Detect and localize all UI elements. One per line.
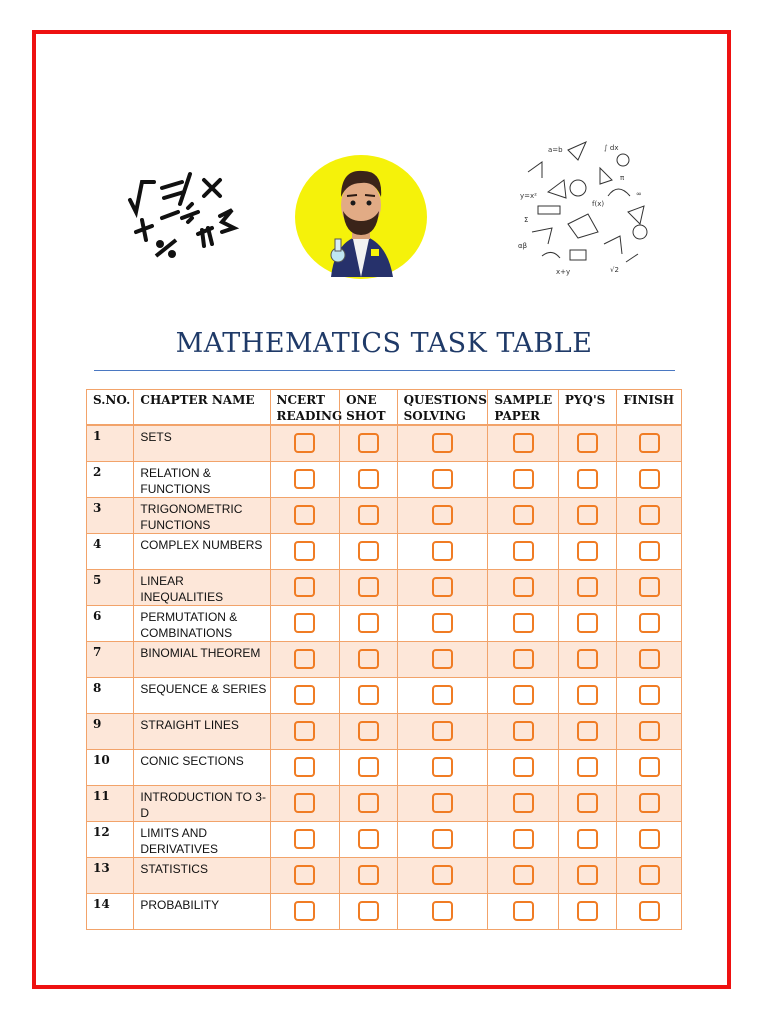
svg-text:f(x): f(x) [592, 200, 605, 208]
questions-solving-checkbox[interactable] [432, 901, 453, 921]
chapter-name: STATISTICS [134, 858, 270, 894]
ncert-reading-cell [270, 606, 340, 642]
sample-paper-cell [488, 642, 559, 678]
finish-cell [617, 714, 682, 750]
one-shot-checkbox[interactable] [358, 865, 379, 885]
ncert-reading-checkbox[interactable] [294, 505, 315, 525]
sample-paper-checkbox[interactable] [513, 793, 534, 813]
svg-text:a=b: a=b [548, 146, 563, 154]
sample-paper-checkbox[interactable] [513, 901, 534, 921]
pyqs-checkbox[interactable] [577, 901, 598, 921]
ncert-reading-cell [270, 642, 340, 678]
ncert-reading-cell [270, 750, 340, 786]
task-table-body [87, 425, 682, 930]
pyqs-checkbox[interactable] [577, 577, 598, 597]
chapter-name: SEQUENCE & SERIES [134, 678, 270, 714]
column-header: QUESTIONS SOLVING [397, 390, 488, 426]
pyqs-checkbox[interactable] [577, 757, 598, 777]
column-header: ONE SHOT [340, 390, 397, 426]
pyqs-checkbox[interactable] [577, 505, 598, 525]
serial-number: 12 [87, 822, 134, 858]
pyqs-checkbox[interactable] [577, 829, 598, 849]
finish-cell [617, 462, 682, 498]
serial-number: 2 [87, 462, 134, 498]
chapter-name: STRAIGHT LINES [134, 714, 270, 750]
sample-paper-checkbox[interactable] [513, 721, 534, 741]
table-row [87, 425, 682, 462]
chapter-name: INTRODUCTION TO 3-D [134, 786, 270, 822]
sample-paper-checkbox[interactable] [513, 505, 534, 525]
finish-checkbox[interactable] [639, 649, 660, 669]
table-row [87, 498, 682, 534]
sample-paper-cell [488, 858, 559, 894]
questions-solving-checkbox[interactable] [432, 649, 453, 669]
questions-solving-checkbox[interactable] [432, 577, 453, 597]
chapter-name: LIMITS AND DERIVATIVES [134, 822, 270, 858]
questions-solving-checkbox[interactable] [432, 757, 453, 777]
one-shot-checkbox[interactable] [358, 757, 379, 777]
ncert-reading-checkbox[interactable] [294, 685, 315, 705]
sample-paper-checkbox[interactable] [513, 433, 534, 453]
ncert-reading-checkbox[interactable] [294, 613, 315, 633]
column-header: PYQ'S [558, 390, 616, 426]
one-shot-cell [340, 858, 397, 894]
one-shot-cell [340, 606, 397, 642]
one-shot-cell [340, 462, 397, 498]
sample-paper-cell [488, 894, 559, 930]
questions-solving-cell [397, 534, 488, 570]
sample-paper-checkbox[interactable] [513, 685, 534, 705]
svg-text:√2: √2 [610, 266, 619, 274]
column-header: SAMPLE PAPER [488, 390, 559, 426]
questions-solving-checkbox[interactable] [432, 685, 453, 705]
ncert-reading-cell [270, 462, 340, 498]
ncert-reading-checkbox[interactable] [294, 433, 315, 453]
one-shot-cell [340, 750, 397, 786]
finish-cell [617, 534, 682, 570]
one-shot-checkbox[interactable] [358, 685, 379, 705]
one-shot-cell [340, 786, 397, 822]
title-underline [94, 370, 675, 371]
serial-number: 7 [87, 642, 134, 678]
one-shot-checkbox[interactable] [358, 793, 379, 813]
questions-solving-checkbox[interactable] [432, 433, 453, 453]
sample-paper-checkbox[interactable] [513, 757, 534, 777]
finish-checkbox[interactable] [639, 829, 660, 849]
sample-paper-cell [488, 714, 559, 750]
svg-text:αβ: αβ [518, 242, 528, 250]
questions-solving-cell [397, 750, 488, 786]
pyqs-checkbox[interactable] [577, 433, 598, 453]
finish-cell [617, 425, 682, 462]
ncert-reading-cell [270, 894, 340, 930]
ncert-reading-checkbox[interactable] [294, 721, 315, 741]
table-row [87, 858, 682, 894]
questions-solving-cell [397, 606, 488, 642]
pyqs-cell [558, 642, 616, 678]
ncert-reading-checkbox[interactable] [294, 793, 315, 813]
pyqs-checkbox[interactable] [577, 865, 598, 885]
sample-paper-cell [488, 822, 559, 858]
ncert-reading-cell [270, 570, 340, 606]
ncert-reading-cell [270, 498, 340, 534]
ncert-reading-cell [270, 786, 340, 822]
pyqs-cell [558, 786, 616, 822]
ncert-reading-checkbox[interactable] [294, 469, 315, 489]
table-row [87, 786, 682, 822]
chapter-name: CONIC SECTIONS [134, 750, 270, 786]
sample-paper-cell [488, 750, 559, 786]
sample-paper-cell [488, 678, 559, 714]
one-shot-cell [340, 822, 397, 858]
ncert-reading-cell [270, 822, 340, 858]
sample-paper-checkbox[interactable] [513, 649, 534, 669]
pyqs-checkbox[interactable] [577, 721, 598, 741]
serial-number: 13 [87, 858, 134, 894]
ncert-reading-checkbox[interactable] [294, 757, 315, 777]
table-row [87, 822, 682, 858]
finish-checkbox[interactable] [639, 613, 660, 633]
table-row [87, 462, 682, 498]
column-header: S.NO. [87, 390, 134, 426]
questions-solving-cell [397, 498, 488, 534]
sample-paper-cell [488, 786, 559, 822]
one-shot-checkbox[interactable] [358, 829, 379, 849]
chapter-name: TRIGONOMETRIC FUNCTIONS [134, 498, 270, 534]
table-row [87, 894, 682, 930]
one-shot-checkbox[interactable] [358, 505, 379, 525]
one-shot-cell [340, 570, 397, 606]
math-doodles-icon [508, 132, 666, 280]
column-header: CHAPTER NAME [134, 390, 270, 426]
ncert-reading-checkbox[interactable] [294, 901, 315, 921]
finish-cell [617, 786, 682, 822]
chapter-name: PROBABILITY [134, 894, 270, 930]
finish-cell [617, 642, 682, 678]
sample-paper-cell [488, 498, 559, 534]
pyqs-cell [558, 425, 616, 462]
questions-solving-checkbox[interactable] [432, 865, 453, 885]
finish-cell [617, 858, 682, 894]
questions-solving-cell [397, 462, 488, 498]
sample-paper-checkbox[interactable] [513, 469, 534, 489]
table-row [87, 750, 682, 786]
pyqs-checkbox[interactable] [577, 469, 598, 489]
chapter-name: COMPLEX NUMBERS [134, 534, 270, 570]
ncert-reading-cell [270, 425, 340, 462]
ncert-reading-cell [270, 534, 340, 570]
sample-paper-checkbox[interactable] [513, 865, 534, 885]
finish-cell [617, 894, 682, 930]
one-shot-cell [340, 534, 397, 570]
avatar-illustration [295, 155, 427, 280]
serial-number: 10 [87, 750, 134, 786]
finish-checkbox[interactable] [639, 469, 660, 489]
finish-cell [617, 750, 682, 786]
finish-checkbox[interactable] [639, 577, 660, 597]
one-shot-checkbox[interactable] [358, 901, 379, 921]
one-shot-cell [340, 714, 397, 750]
one-shot-checkbox[interactable] [358, 469, 379, 489]
questions-solving-cell [397, 642, 488, 678]
questions-solving-checkbox[interactable] [432, 469, 453, 489]
questions-solving-checkbox[interactable] [432, 505, 453, 525]
serial-number: 8 [87, 678, 134, 714]
questions-solving-cell [397, 714, 488, 750]
sample-paper-checkbox[interactable] [513, 613, 534, 633]
finish-checkbox[interactable] [639, 433, 660, 453]
pyqs-cell [558, 750, 616, 786]
questions-solving-cell [397, 678, 488, 714]
ncert-reading-checkbox[interactable] [294, 541, 315, 561]
table-row [87, 534, 682, 570]
one-shot-checkbox[interactable] [358, 613, 379, 633]
questions-solving-checkbox[interactable] [432, 541, 453, 561]
finish-cell [617, 606, 682, 642]
one-shot-checkbox[interactable] [358, 577, 379, 597]
one-shot-cell [340, 642, 397, 678]
svg-text:x+y: x+y [556, 268, 571, 276]
serial-number: 9 [87, 714, 134, 750]
one-shot-cell [340, 498, 397, 534]
sample-paper-checkbox[interactable] [513, 577, 534, 597]
column-header: NCERT READING [270, 390, 340, 426]
sample-paper-cell [488, 606, 559, 642]
table-row [87, 714, 682, 750]
finish-cell [617, 570, 682, 606]
questions-solving-checkbox[interactable] [432, 613, 453, 633]
ncert-reading-checkbox[interactable] [294, 865, 315, 885]
sample-paper-cell [488, 534, 559, 570]
chapter-name: BINOMIAL THEOREM [134, 642, 270, 678]
serial-number: 5 [87, 570, 134, 606]
ncert-reading-checkbox[interactable] [294, 577, 315, 597]
table-header-row [87, 390, 682, 426]
task-table [86, 389, 682, 930]
sample-paper-checkbox[interactable] [513, 829, 534, 849]
finish-checkbox[interactable] [639, 865, 660, 885]
finish-cell [617, 498, 682, 534]
finish-checkbox[interactable] [639, 901, 660, 921]
pyqs-cell [558, 678, 616, 714]
pyqs-checkbox[interactable] [577, 793, 598, 813]
finish-checkbox[interactable] [639, 757, 660, 777]
chapter-name: RELATION & FUNCTIONS [134, 462, 270, 498]
pyqs-checkbox[interactable] [577, 613, 598, 633]
ncert-reading-cell [270, 714, 340, 750]
questions-solving-cell [397, 894, 488, 930]
pyqs-cell [558, 894, 616, 930]
pyqs-checkbox[interactable] [577, 685, 598, 705]
serial-number: 1 [87, 425, 134, 462]
chapter-name: PERMUTATION & COMBINATIONS [134, 606, 270, 642]
chapter-name: SETS [134, 425, 270, 462]
ncert-reading-checkbox[interactable] [294, 829, 315, 849]
one-shot-checkbox[interactable] [358, 541, 379, 561]
one-shot-checkbox[interactable] [358, 721, 379, 741]
svg-text:y=x²: y=x² [520, 192, 537, 200]
serial-number: 4 [87, 534, 134, 570]
table-row [87, 570, 682, 606]
questions-solving-cell [397, 425, 488, 462]
column-header: FINISH [617, 390, 682, 426]
one-shot-cell [340, 678, 397, 714]
questions-solving-cell [397, 570, 488, 606]
finish-checkbox[interactable] [639, 541, 660, 561]
pyqs-cell [558, 570, 616, 606]
one-shot-checkbox[interactable] [358, 649, 379, 669]
table-row [87, 678, 682, 714]
one-shot-cell [340, 894, 397, 930]
serial-number: 3 [87, 498, 134, 534]
questions-solving-checkbox[interactable] [432, 721, 453, 741]
sample-paper-cell [488, 570, 559, 606]
questions-solving-cell [397, 822, 488, 858]
questions-solving-checkbox[interactable] [432, 829, 453, 849]
sample-paper-cell [488, 425, 559, 462]
sample-paper-checkbox[interactable] [513, 541, 534, 561]
questions-solving-cell [397, 786, 488, 822]
sample-paper-cell [488, 462, 559, 498]
ncert-reading-checkbox[interactable] [294, 649, 315, 669]
svg-text:∫ dx: ∫ dx [604, 144, 619, 152]
finish-cell [617, 822, 682, 858]
one-shot-checkbox[interactable] [358, 433, 379, 453]
svg-text:Σ: Σ [524, 216, 529, 224]
serial-number: 11 [87, 786, 134, 822]
pyqs-cell [558, 858, 616, 894]
pyqs-cell [558, 714, 616, 750]
serial-number: 14 [87, 894, 134, 930]
finish-checkbox[interactable] [639, 721, 660, 741]
finish-cell [617, 678, 682, 714]
pyqs-checkbox[interactable] [577, 649, 598, 669]
svg-text:∞: ∞ [636, 190, 642, 198]
table-row [87, 642, 682, 678]
questions-solving-checkbox[interactable] [432, 793, 453, 813]
finish-checkbox[interactable] [639, 505, 660, 525]
finish-checkbox[interactable] [639, 685, 660, 705]
ncert-reading-cell [270, 678, 340, 714]
ncert-reading-cell [270, 858, 340, 894]
math-symbols-icon [112, 160, 242, 265]
pyqs-cell [558, 606, 616, 642]
pyqs-cell [558, 822, 616, 858]
table-row [87, 606, 682, 642]
pyqs-cell [558, 534, 616, 570]
svg-text:π: π [620, 174, 625, 182]
page-title: MATHEMATICS TASK TABLE [175, 328, 593, 359]
pyqs-checkbox[interactable] [577, 541, 598, 561]
finish-checkbox[interactable] [639, 793, 660, 813]
one-shot-cell [340, 425, 397, 462]
pyqs-cell [558, 498, 616, 534]
serial-number: 6 [87, 606, 134, 642]
questions-solving-cell [397, 858, 488, 894]
pyqs-cell [558, 462, 616, 498]
chapter-name: LINEAR INEQUALITIES [134, 570, 270, 606]
